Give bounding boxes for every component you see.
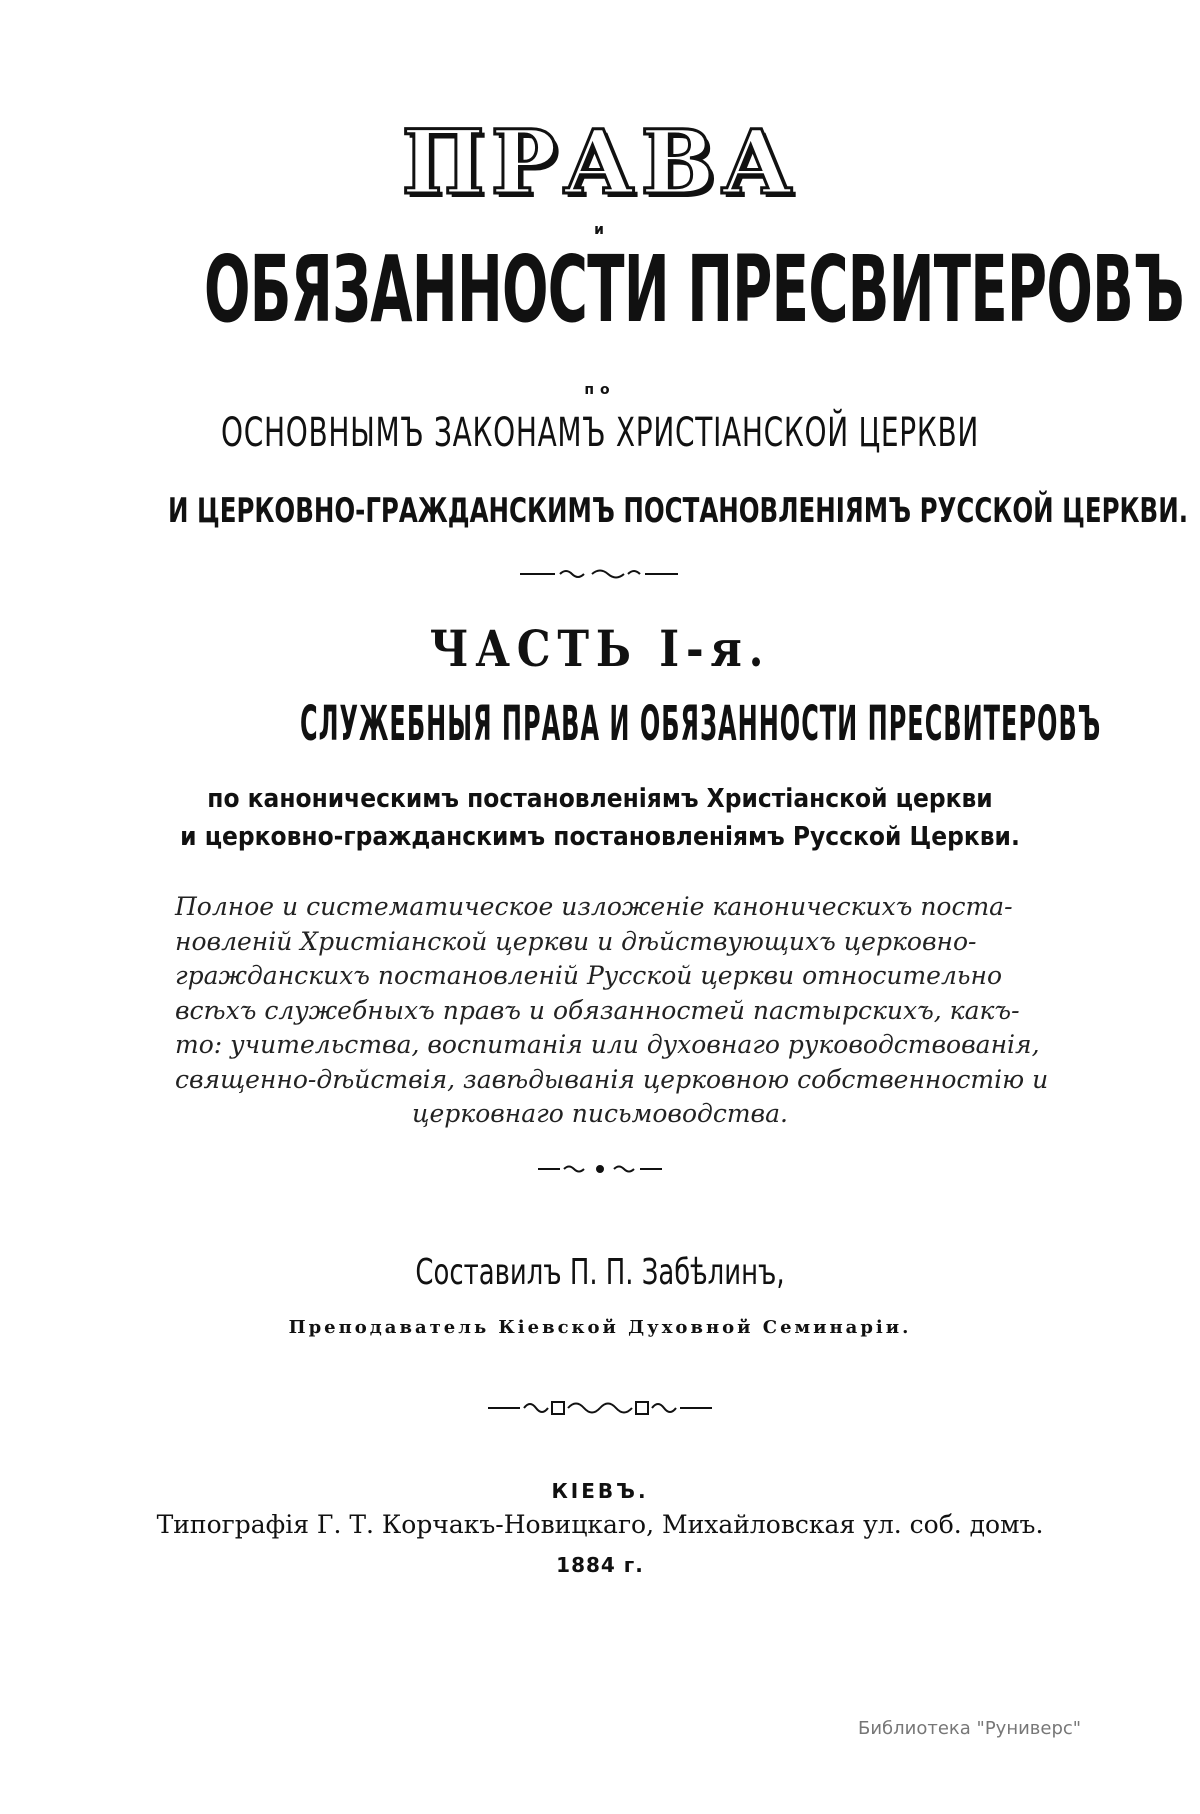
- canon-line-2: и церковно-гражданскимъ постановленіямъ Русской Церкви.: [180, 822, 1020, 852]
- part-heading: ЧАСТЬ I-я.: [429, 619, 771, 678]
- ornament-divider-1: [0, 566, 1200, 582]
- description-line: гражданскихъ постановленій Русской церкви относительно: [175, 961, 1003, 990]
- imprint-printer: Типографія Г. Т. Корчакъ-Новицкаго, Михайловская ул. соб. домъ.: [156, 1510, 1044, 1539]
- title-preposition: по: [584, 382, 616, 398]
- description-line: то: учительства, воспитанія или духовнаго руководствованія,: [175, 1030, 1040, 1059]
- civil-regulations-line: И ЦЕРКОВНО-ГРАЖДАНСКИМЪ ПОСТАНОВЛЕНІЯМЪ РУССКОЙ ЦЕРКВИ.: [167, 491, 1189, 531]
- author-position: Преподаватель Кіевской Духовной Семинаріи.: [288, 1317, 912, 1338]
- description-paragraph: [175, 890, 1049, 1132]
- ornament-divider-3: [0, 1398, 1200, 1418]
- book-title: ПРАВА: [401, 110, 799, 214]
- imprint-city: КІЕВЪ.: [551, 1479, 649, 1503]
- ornament-divider-2: [0, 1162, 1200, 1176]
- description-line: церковнаго письмоводства.: [412, 1099, 788, 1128]
- description-line: Полное и систематическое изложеніе каноническихъ поста-: [175, 892, 1013, 921]
- author-line: Составилъ П. П. Забѣлинъ,: [415, 1252, 785, 1293]
- library-watermark: Библиотека "Руниверс": [858, 1718, 1082, 1739]
- description-line: всѣхъ служебныхъ правъ и обязанностей пастырскихъ, какъ-: [175, 995, 1020, 1025]
- basis-line: ОСНОВНЫМЪ ЗАКОНАМЪ ХРИСТІАНСКОЙ ЦЕРКВИ: [220, 410, 980, 456]
- book-title-continued: ОБЯЗАННОСТИ ПРЕСВИТЕРОВЪ: [203, 236, 1184, 343]
- imprint-year: 1884 г.: [556, 1553, 644, 1577]
- description-line: священно-дѣйствія, завѣдыванія церковною собственностію и: [175, 1064, 1049, 1094]
- canon-line-1: по каноническимъ постановленіямъ Христіанской церкви: [207, 784, 993, 814]
- description-line: новленій Христіанской церкви и дѣйствующихъ церковно-: [175, 926, 977, 956]
- part-subtitle: СЛУЖЕБНЫЯ ПРАВА И ОБЯЗАННОСТИ ПРЕСВИТЕРОВЪ: [300, 696, 1102, 752]
- title-conjunction: и: [594, 222, 606, 238]
